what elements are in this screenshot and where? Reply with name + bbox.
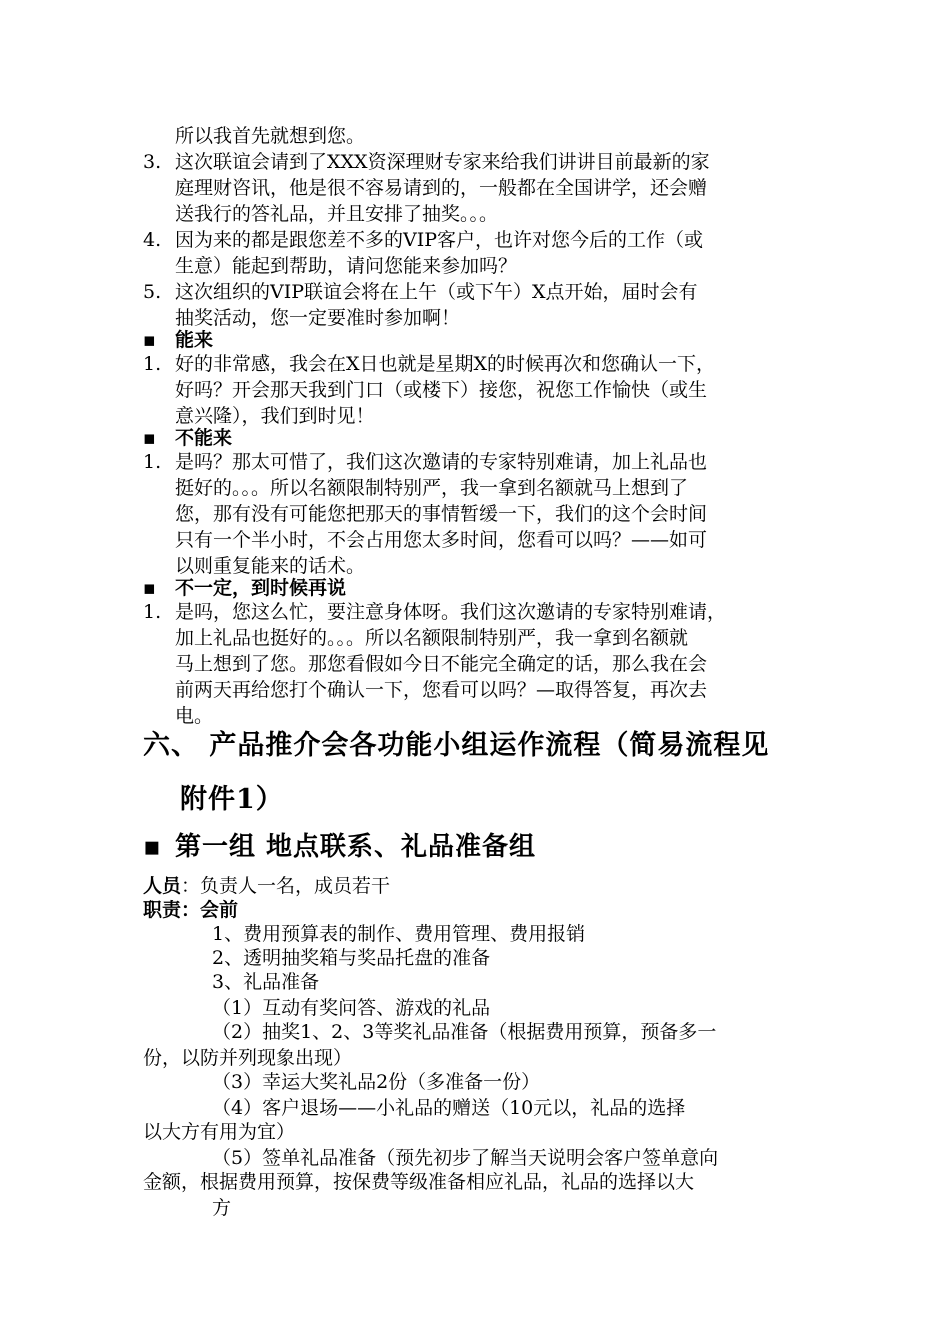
bullet-marker: ▪	[143, 329, 156, 351]
item-text-line: 是吗，您这么忙，要注意身体呀。我们这次邀请的专家特别难请，	[175, 601, 727, 623]
gift-item-continuation: 份，以防并列现象出现）	[143, 1047, 353, 1069]
item-text-line: 意兴隆），我们到时见！	[175, 405, 375, 427]
item-text-line: 庭理财咨讯，他是很不容易请到的，一般都在全国讲学，还会赠	[175, 177, 708, 199]
task-item: 1、费用预算表的制作、费用管理、费用报销	[212, 923, 586, 945]
item-text-line: 抽奖活动，您一定要准时参加啊！	[175, 307, 461, 329]
staff-label: 人员	[143, 875, 182, 897]
section-heading: 能来	[175, 329, 214, 351]
gift-item: （4）客户退场——小礼品的赠送（10元以，礼品的选择	[212, 1097, 686, 1119]
item-text-line: 挺好的。。。所以名额限制特别严，我一拿到名额就马上想到了	[175, 477, 689, 499]
bullet-marker: ▪	[143, 832, 162, 862]
staff-line	[143, 874, 390, 898]
item-number: 5.	[143, 281, 162, 303]
item-text-line: 只有一个半小时，不会占用您太多时间，您看可以吗？——如可	[175, 529, 708, 551]
gift-item-continuation: 方	[212, 1197, 232, 1219]
item-number: 3.	[143, 151, 162, 173]
gift-item: （1）互动有奖问答、游戏的礼品	[212, 997, 491, 1019]
item-text-line: 加上礼品也挺好的。。。所以名额限制特别严，我一拿到名额就	[175, 627, 689, 649]
gift-item: （2）抽奖1、2、3等奖礼品准备（根据费用预算，预备多一	[212, 1021, 717, 1043]
bullet-marker: ▪	[143, 577, 156, 599]
item-text-line: 以则重复能来的话术。	[175, 555, 366, 577]
item-text-line: 前两天再给您打个确认一下，您看可以吗？—取得答复，再次去	[175, 679, 708, 701]
gift-item-continuation: 以大方有用为宜）	[143, 1121, 296, 1143]
staff-value: ：负责人一名，成员若干	[181, 875, 391, 897]
item-text-line: 这次组织的VIP联谊会将在上午（或下午）X点开始，届时会有	[175, 281, 698, 303]
item-text-line: 您，那有没有可能您把那天的事情暂缓一下，我们的这个会时间	[175, 503, 708, 525]
gift-item: （3）幸运大奖礼品2份（多准备一份）	[212, 1071, 541, 1093]
item-text-line: 生意）能起到帮助，请问您能来参加吗？	[175, 255, 518, 277]
item-text-line: 因为来的都是跟您差不多的VIP客户，也许对您今后的工作（或	[175, 229, 704, 251]
item-number: 1.	[143, 451, 162, 473]
item-text-line: 马上想到了您。那您看假如今日不能完全确定的话，那么我在会	[175, 653, 708, 675]
chapter-heading: 六、 产品推介会各功能小组运作流程（简易流程见	[143, 730, 770, 761]
chapter-heading-continuation: 附件1）	[180, 784, 284, 815]
item-text-line: 是吗？那太可惜了，我们这次邀请的专家特别难请，加上礼品也	[175, 451, 708, 473]
section-heading: 不一定，到时候再说	[175, 577, 347, 599]
item-text-line: 送我行的答礼品，并且安排了抽奖。。。	[175, 203, 499, 225]
item-number: 4.	[143, 229, 162, 251]
item-text-line: 好的非常感，我会在X日也就是星期X的时候再次和您确认一下，	[175, 353, 716, 375]
item-number: 1.	[143, 601, 162, 623]
group-heading: 第一组 地点联系、礼品准备组	[175, 832, 537, 862]
item-number: 1.	[143, 353, 162, 375]
bullet-marker: ▪	[143, 427, 156, 449]
duty-label: 职责：会前	[143, 899, 239, 921]
section-heading: 不能来	[175, 427, 233, 449]
item-text-line: 这次联谊会请到了XXX资深理财专家来给我们讲讲目前最新的家	[175, 151, 710, 173]
intro-tail: 所以我首先就想到您。	[175, 125, 366, 147]
task-item: 3、礼品准备	[212, 971, 320, 993]
gift-item: （5）签单礼品准备（预先初步了解当天说明会客户签单意向	[212, 1147, 719, 1169]
gift-item-continuation: 金额，根据费用预算，按保费等级准备相应礼品，礼品的选择以大	[143, 1171, 695, 1193]
task-item: 2、透明抽奖箱与奖品托盘的准备	[212, 947, 491, 969]
item-text-line: 电。	[175, 705, 214, 727]
item-text-line: 好吗？开会那天我到门口（或楼下）接您，祝您工作愉快（或生	[175, 379, 708, 401]
